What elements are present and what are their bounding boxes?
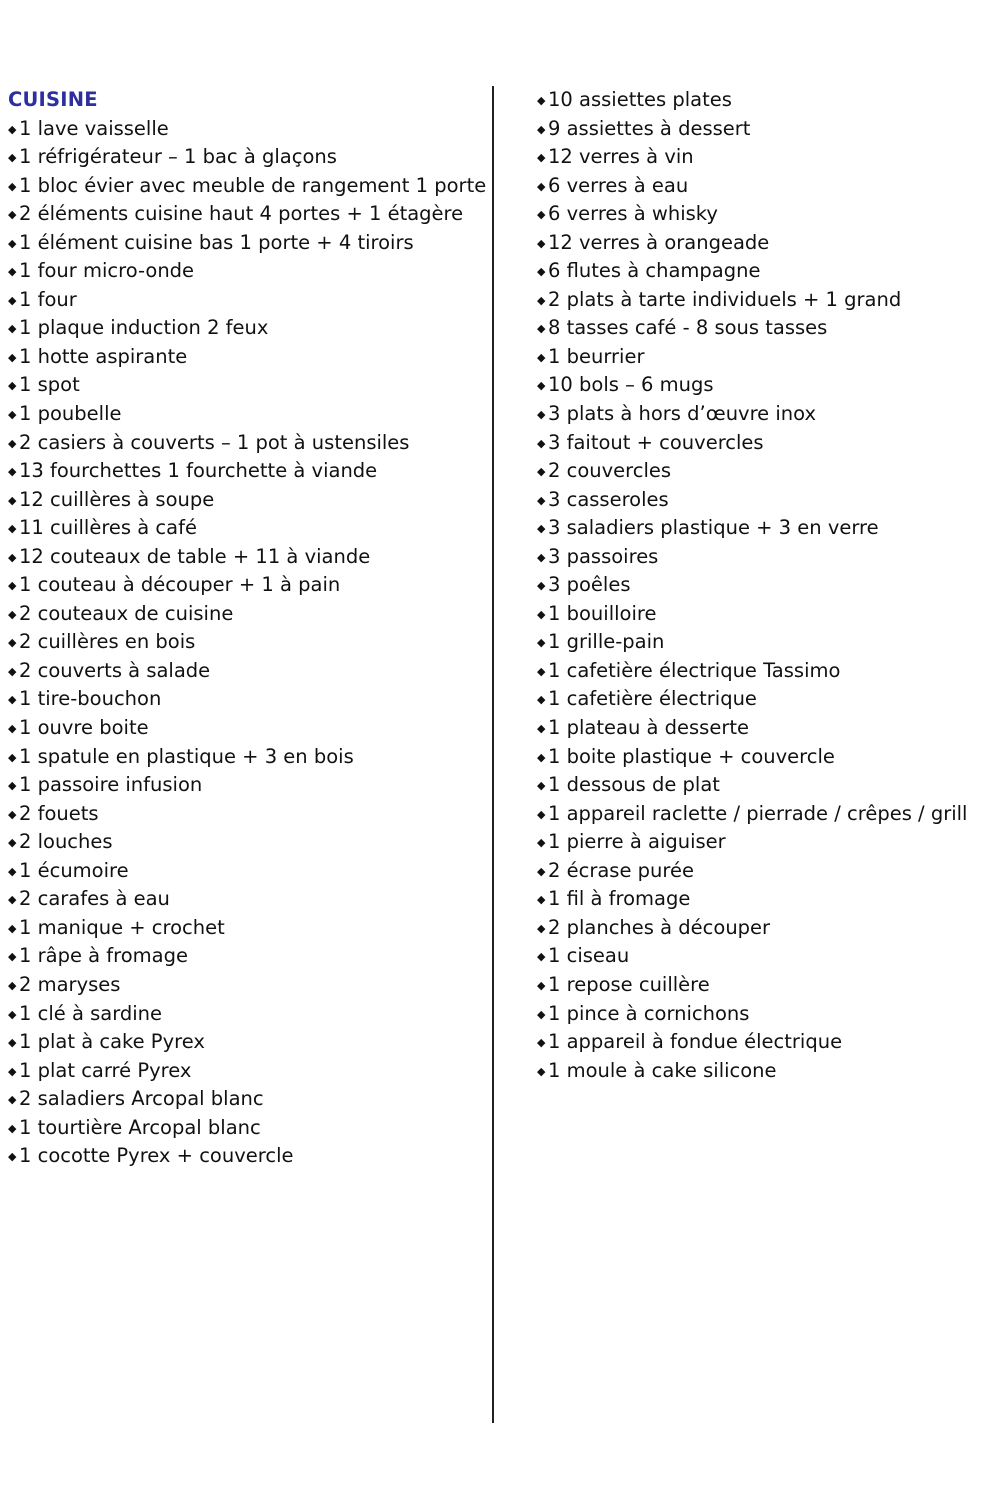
- list-item: [537, 743, 992, 772]
- list-item-text: 10 bols – 6 mugs: [548, 373, 714, 397]
- list-item: [8, 200, 486, 229]
- list-item-text: 1 cafetière électrique: [548, 687, 757, 711]
- list-item: [8, 514, 486, 543]
- list-item: [537, 486, 992, 515]
- list-item: [537, 143, 992, 172]
- list-item-text: 12 verres à orangeade: [548, 230, 770, 254]
- list-item-text: 2 éléments cuisine haut 4 portes + 1 étagère: [19, 202, 464, 226]
- diamond-bullet-icon: ◆: [8, 664, 17, 678]
- list-item-text: 2 couteaux de cuisine: [19, 601, 234, 625]
- diamond-bullet-icon: ◆: [537, 151, 546, 165]
- list-item: [537, 86, 992, 115]
- diamond-bullet-icon: ◆: [537, 208, 546, 222]
- diamond-bullet-icon: ◆: [8, 550, 17, 564]
- list-item-text: 10 assiettes plates: [548, 88, 732, 111]
- diamond-bullet-icon: ◆: [537, 522, 546, 536]
- list-item-text: 1 grille-pain: [548, 630, 665, 654]
- list-item: [8, 314, 486, 343]
- diamond-bullet-icon: ◆: [537, 179, 546, 193]
- list-item-text: 1 bloc évier avec meuble de rangement 1 porte: [19, 173, 487, 197]
- diamond-bullet-icon: ◆: [8, 122, 17, 136]
- diamond-bullet-icon: ◆: [8, 722, 17, 736]
- diamond-bullet-icon: ◆: [8, 436, 17, 450]
- list-item: [537, 971, 992, 1000]
- list-item: [8, 115, 486, 144]
- diamond-bullet-icon: ◆: [8, 465, 17, 479]
- list-item-text: 1 four: [19, 287, 77, 311]
- list-item: [8, 1028, 486, 1057]
- diamond-bullet-icon: ◆: [8, 779, 17, 793]
- diamond-bullet-icon: ◆: [537, 722, 546, 736]
- list-item-text: 9 assiettes à dessert: [548, 116, 751, 140]
- list-item: [8, 600, 486, 629]
- list-item: [8, 885, 486, 914]
- list-item: [8, 771, 486, 800]
- diamond-bullet-icon: ◆: [8, 493, 17, 507]
- diamond-bullet-icon: ◆: [8, 208, 17, 222]
- list-item: [8, 371, 486, 400]
- list-item-text: 1 hotte aspirante: [19, 344, 188, 368]
- list-item: [537, 200, 992, 229]
- list-item-text: 1 pierre à aiguiser: [548, 830, 726, 854]
- diamond-bullet-icon: ◆: [8, 265, 17, 279]
- list-item: [537, 371, 992, 400]
- diamond-bullet-icon: ◆: [537, 921, 546, 935]
- diamond-bullet-icon: ◆: [8, 350, 17, 364]
- diamond-bullet-icon: ◆: [8, 293, 17, 307]
- list-item: [8, 229, 486, 258]
- diamond-bullet-icon: ◆: [537, 978, 546, 992]
- right-column: [537, 86, 992, 1085]
- diamond-bullet-icon: ◆: [8, 978, 17, 992]
- list-item: [8, 800, 486, 829]
- diamond-bullet-icon: ◆: [8, 921, 17, 935]
- list-item: [537, 714, 992, 743]
- diamond-bullet-icon: ◆: [537, 664, 546, 678]
- list-item: [537, 400, 992, 429]
- diamond-bullet-icon: ◆: [537, 465, 546, 479]
- diamond-bullet-icon: ◆: [537, 1007, 546, 1021]
- diamond-bullet-icon: ◆: [537, 864, 546, 878]
- list-item-text: 12 cuillères à soupe: [19, 487, 215, 511]
- list-item-text: 1 cafetière électrique Tassimo: [548, 658, 841, 682]
- diamond-bullet-icon: ◆: [8, 236, 17, 250]
- list-item-text: 1 plaque induction 2 feux: [19, 316, 269, 340]
- diamond-bullet-icon: ◆: [537, 436, 546, 450]
- list-item: [8, 257, 486, 286]
- list-item: [537, 800, 992, 829]
- list-item: [537, 628, 992, 657]
- list-item-text: 2 planches à découper: [548, 915, 771, 939]
- diamond-bullet-icon: ◆: [537, 122, 546, 136]
- diamond-bullet-icon: ◆: [537, 693, 546, 707]
- list-item-text: 1 cocotte Pyrex + couvercle: [19, 1144, 294, 1168]
- list-item: [537, 885, 992, 914]
- diamond-bullet-icon: ◆: [8, 1064, 17, 1078]
- list-item-text: 2 saladiers Arcopal blanc: [19, 1087, 264, 1111]
- list-item: [537, 1028, 992, 1057]
- diamond-bullet-icon: ◆: [537, 493, 546, 507]
- list-item: [8, 971, 486, 1000]
- list-item: [8, 1142, 486, 1171]
- list-item-text: 1 manique + crochet: [19, 915, 225, 939]
- list-item: [8, 942, 486, 971]
- diamond-bullet-icon: ◆: [8, 179, 17, 193]
- list-item-text: 12 couteaux de table + 11 à viande: [19, 544, 371, 568]
- list-item: [537, 229, 992, 258]
- diamond-bullet-icon: ◆: [537, 893, 546, 907]
- diamond-bullet-icon: ◆: [537, 350, 546, 364]
- list-item: [8, 1057, 486, 1086]
- list-item: [537, 314, 992, 343]
- list-item-text: 1 boite plastique + couvercle: [548, 744, 835, 768]
- diamond-bullet-icon: ◆: [537, 408, 546, 422]
- list-item-text: 1 tire-bouchon: [19, 687, 162, 711]
- list-item: [8, 1000, 486, 1029]
- diamond-bullet-icon: ◆: [537, 379, 546, 393]
- list-item: [537, 257, 992, 286]
- list-item: [8, 857, 486, 886]
- list-item-text: 2 louches: [19, 830, 113, 854]
- list-item: [8, 143, 486, 172]
- list-item-text: 1 ouvre boite: [19, 716, 149, 740]
- list-item-text: 3 casseroles: [548, 487, 669, 511]
- diamond-bullet-icon: ◆: [8, 693, 17, 707]
- diamond-bullet-icon: ◆: [8, 1150, 17, 1164]
- list-item-text: 3 plats à hors d’œuvre inox: [548, 402, 817, 426]
- list-item: [8, 172, 486, 201]
- list-item: [537, 343, 992, 372]
- diamond-bullet-icon: ◆: [8, 636, 17, 650]
- list-item-text: 1 repose cuillère: [548, 972, 710, 996]
- list-item-text: 2 casiers à couverts – 1 pot à ustensiles: [19, 430, 410, 454]
- list-item: [537, 571, 992, 600]
- list-item: [537, 828, 992, 857]
- list-item-text: 1 poubelle: [19, 402, 122, 426]
- list-item-text: 1 clé à sardine: [19, 1001, 163, 1025]
- diamond-bullet-icon: ◆: [8, 1121, 17, 1135]
- diamond-bullet-icon: ◆: [8, 579, 17, 593]
- diamond-bullet-icon: ◆: [537, 94, 546, 107]
- diamond-bullet-icon: ◆: [537, 836, 546, 850]
- list-item-text: 12 verres à vin: [548, 145, 694, 169]
- list-item-text: 1 élément cuisine bas 1 porte + 4 tiroirs: [19, 230, 414, 254]
- list-item-text: 6 verres à eau: [548, 173, 689, 197]
- list-item: [8, 914, 486, 943]
- list-item: [8, 828, 486, 857]
- diamond-bullet-icon: ◆: [8, 151, 17, 165]
- list-item-text: 1 ciseau: [548, 944, 630, 968]
- right-item-list: [537, 86, 992, 1085]
- diamond-bullet-icon: ◆: [537, 607, 546, 621]
- list-item: [537, 543, 992, 572]
- diamond-bullet-icon: ◆: [537, 1036, 546, 1050]
- list-item: [8, 657, 486, 686]
- list-item-text: 2 écrase purée: [548, 858, 694, 882]
- list-item-text: 1 bouilloire: [548, 601, 657, 625]
- diamond-bullet-icon: ◆: [8, 1036, 17, 1050]
- diamond-bullet-icon: ◆: [537, 750, 546, 764]
- diamond-bullet-icon: ◆: [537, 322, 546, 336]
- list-item-text: 1 pince à cornichons: [548, 1001, 750, 1025]
- diamond-bullet-icon: ◆: [8, 522, 17, 536]
- diamond-bullet-icon: ◆: [8, 1007, 17, 1021]
- list-item: [537, 1000, 992, 1029]
- column-divider: [492, 86, 494, 1423]
- diamond-bullet-icon: ◆: [8, 836, 17, 850]
- list-item-text: 1 tourtière Arcopal blanc: [19, 1115, 261, 1139]
- list-item-text: 1 moule à cake silicone: [548, 1058, 777, 1082]
- list-item: [8, 1114, 486, 1143]
- list-item-text: 1 appareil raclette / pierrade / crêpes / grill: [548, 801, 968, 825]
- diamond-bullet-icon: ◆: [537, 265, 546, 279]
- diamond-bullet-icon: ◆: [537, 550, 546, 564]
- list-item: [537, 942, 992, 971]
- list-item-text: 1 beurrier: [548, 344, 645, 368]
- list-item: [537, 286, 992, 315]
- list-item: [537, 685, 992, 714]
- list-item: [537, 172, 992, 201]
- list-item-text: 1 écumoire: [19, 858, 129, 882]
- list-item-text: 6 verres à whisky: [548, 202, 718, 226]
- diamond-bullet-icon: ◆: [8, 807, 17, 821]
- list-item: [537, 857, 992, 886]
- diamond-bullet-icon: ◆: [8, 950, 17, 964]
- list-item-text: 1 lave vaisselle: [19, 116, 169, 140]
- diamond-bullet-icon: ◆: [8, 750, 17, 764]
- list-item-text: 6 flutes à champagne: [548, 259, 761, 283]
- diamond-bullet-icon: ◆: [537, 1064, 546, 1078]
- left-item-list: [8, 115, 486, 1171]
- list-item: [8, 714, 486, 743]
- list-item: [8, 286, 486, 315]
- list-item: [537, 457, 992, 486]
- list-item-text: 2 carafes à eau: [19, 887, 170, 911]
- diamond-bullet-icon: ◆: [537, 807, 546, 821]
- list-item-text: 2 cuillères en bois: [19, 630, 196, 654]
- diamond-bullet-icon: ◆: [8, 607, 17, 621]
- section-heading: CUISINE: [8, 88, 98, 111]
- list-item: [8, 685, 486, 714]
- list-item-text: 2 maryses: [19, 972, 121, 996]
- diamond-bullet-icon: ◆: [537, 950, 546, 964]
- list-item-text: 2 couverts à salade: [19, 658, 211, 682]
- list-item: [537, 657, 992, 686]
- list-item: [537, 771, 992, 800]
- list-item-text: 1 râpe à fromage: [19, 944, 188, 968]
- list-item-text: 3 faitout + couvercles: [548, 430, 764, 454]
- list-item: [8, 343, 486, 372]
- list-item-text: 1 plat carré Pyrex: [19, 1058, 192, 1082]
- list-item-text: 13 fourchettes 1 fourchette à viande: [19, 459, 378, 483]
- list-item-text: 1 appareil à fondue électrique: [548, 1030, 843, 1054]
- list-item-text: 1 spatule en plastique + 3 en bois: [19, 744, 354, 768]
- list-item: [8, 400, 486, 429]
- list-item: [537, 115, 992, 144]
- list-item-text: 1 réfrigérateur – 1 bac à glaçons: [19, 145, 337, 169]
- list-item-text: 1 spot: [19, 373, 80, 397]
- list-item: [537, 429, 992, 458]
- list-item-text: 3 saladiers plastique + 3 en verre: [548, 516, 879, 540]
- list-item: [537, 914, 992, 943]
- list-item-text: 2 fouets: [19, 801, 99, 825]
- list-item: [8, 486, 486, 515]
- diamond-bullet-icon: ◆: [537, 236, 546, 250]
- diamond-bullet-icon: ◆: [537, 779, 546, 793]
- diamond-bullet-icon: ◆: [8, 1093, 17, 1107]
- diamond-bullet-icon: ◆: [8, 864, 17, 878]
- list-item: [8, 429, 486, 458]
- list-item: [8, 1085, 486, 1114]
- diamond-bullet-icon: ◆: [8, 379, 17, 393]
- list-item: [537, 514, 992, 543]
- list-item: [8, 543, 486, 572]
- list-item: [8, 628, 486, 657]
- list-item: [8, 571, 486, 600]
- list-item-text: 3 passoires: [548, 544, 659, 568]
- list-item: [8, 743, 486, 772]
- list-item-text: 1 dessous de plat: [548, 773, 720, 797]
- list-item-text: 1 fil à fromage: [548, 887, 691, 911]
- diamond-bullet-icon: ◆: [537, 293, 546, 307]
- list-item-text: 8 tasses café - 8 sous tasses: [548, 316, 828, 340]
- diamond-bullet-icon: ◆: [8, 322, 17, 336]
- diamond-bullet-icon: ◆: [8, 408, 17, 422]
- list-item: [8, 457, 486, 486]
- list-item-text: 1 plat à cake Pyrex: [19, 1030, 205, 1054]
- list-item-text: 1 couteau à découper + 1 à pain: [19, 573, 341, 597]
- diamond-bullet-icon: ◆: [537, 636, 546, 650]
- left-column: [8, 86, 486, 1171]
- diamond-bullet-icon: ◆: [537, 579, 546, 593]
- list-item-text: 1 four micro-onde: [19, 259, 195, 283]
- list-item-text: 2 couvercles: [548, 459, 672, 483]
- list-item-text: 11 cuillères à café: [19, 516, 197, 540]
- list-item-text: 1 plateau à desserte: [548, 716, 749, 740]
- list-item-text: 2 plats à tarte individuels + 1 grand: [548, 287, 902, 311]
- list-item-text: 1 passoire infusion: [19, 773, 203, 797]
- list-item-text: 3 poêles: [548, 573, 631, 597]
- list-item: [537, 600, 992, 629]
- diamond-bullet-icon: ◆: [8, 893, 17, 907]
- list-item: [537, 1057, 992, 1086]
